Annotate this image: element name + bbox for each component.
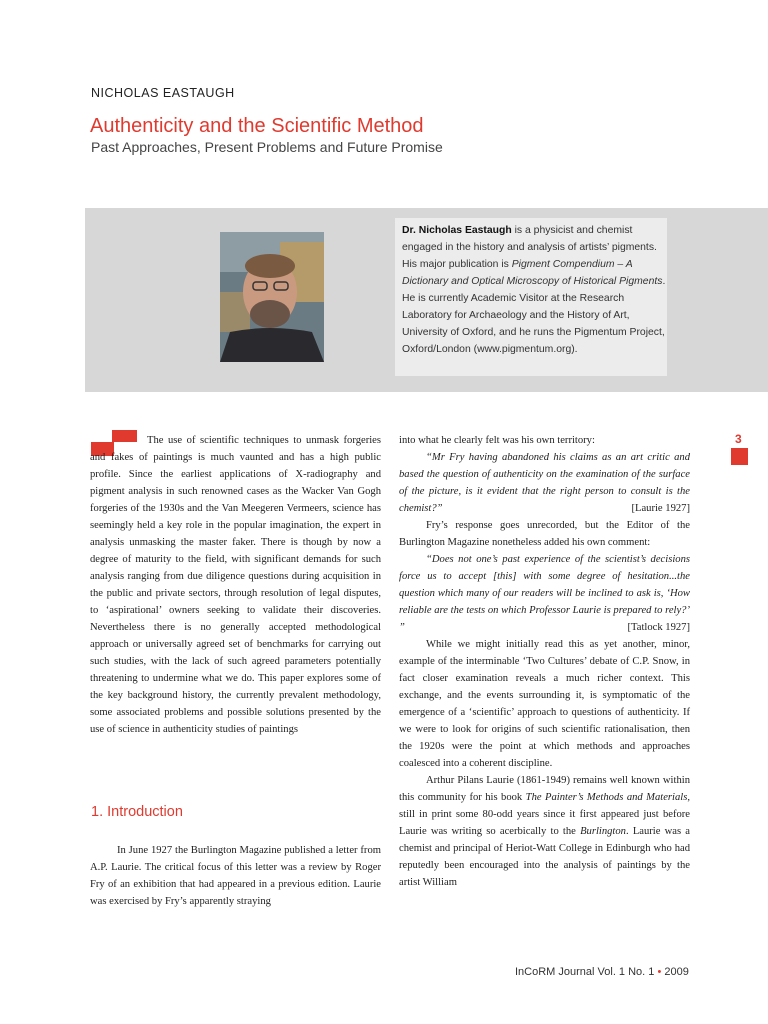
citation: [Laurie 1927] — [631, 503, 690, 514]
article-subtitle: Past Approaches, Present Problems and Future Promise — [91, 139, 443, 155]
author-name: NICHOLAS EASTAUGH — [91, 86, 235, 100]
footer-year: 2009 — [664, 966, 689, 978]
author-photo — [220, 232, 324, 362]
paragraph — [399, 772, 690, 891]
section-heading: 1. Introduction — [91, 804, 183, 820]
article-title — [90, 115, 424, 138]
bio-name: Dr. Nicholas Eastaugh — [402, 225, 512, 236]
paragraph: Fry’s response goes unrecorded, but the Editor of the Burlington Magazine nonetheless added his own comment: — [399, 520, 690, 548]
title-part: M — [356, 115, 374, 137]
intro-paragraph: In June 1927 the Burlington Magazine published a letter from A.P. Laurie. The critical focus of this letter was a review by Roger Fry of an exhibition that had appeared in a previous edition. Laurie was exercised by Fry’s apparently straying — [90, 845, 381, 907]
title-part: ethod — [373, 115, 424, 137]
paragraph-text: , still in print some 80-odd years since it first appeared just before Laurie was writing so acerbically to the — [399, 792, 690, 837]
introduction-column — [90, 842, 381, 910]
title-part: S — [271, 115, 285, 137]
magazine-title: Burlington — [580, 826, 626, 837]
paragraph: While we might initially read this as yet another, minor, example of the interminable ‘Two Cultures’ debate of C.P. Snow, in fact closer examination reveals a much richer context. This exchange, and the events surrounding it, is symptomatic of the emergence of a ‘scientific’ approach to questions of authenticity. If we were to look for origins of such scientific rationalisation, then the 1920s were the point at which methods and approaches coalesced into a coherent discipline. — [399, 639, 690, 769]
author-portrait-image — [220, 232, 324, 362]
bio-text: is a physicist and chemist engaged in the history and analysis of artists’ pigments. His major publication is — [402, 225, 657, 270]
quote-block — [399, 449, 690, 517]
footer-journal: InCoRM Journal Vol. 1 No. 1 — [515, 966, 655, 978]
citation: [Tatlock 1927] — [627, 622, 690, 633]
bio-publication: Pigment Compendium – A Dictionary and Optical Microscopy of Historical Pigments — [402, 259, 663, 287]
right-column — [399, 432, 690, 891]
quote-block — [399, 551, 690, 636]
quote-text: “Does not one’s past experience of the scientist’s decisions force us to accept [this] with some degree of hesitation...the question which many of our readers will be inclined to ask is, ‘How reliable are the tests on which Professor Laurie is prepared to rely?’ ” — [399, 554, 690, 633]
page-marker — [731, 448, 748, 465]
title-part: cientific — [284, 115, 357, 137]
book-title: The Painter’s Methods and Materials — [525, 792, 688, 803]
footer — [515, 966, 689, 978]
abstract-text: The use of scientific techniques to unmask forgeries and fakes of paintings is much vaunted and has a high public profile. Since the earliest applications of X-radiography and pigment analysis in such renowned cases as the Wacker Van Gogh forgeries of the 1930s and the Van Meegeren Vermeers, science has seemingly held a key role in the popular imagination, the expert in analysis unmasking the master faker. There is though by now a degree of maturity to the field, with significant demands for such analysis ranging from due diligence questions during acquisition in the public and private sectors, through resolution of legal disputes, to ‘aspirational’ owners seeking to validate their discoveries. Nevertheless there is no generally accepted methodological approach or universally agreed set of benchmarks for carrying out such studies, with the lack of such agreed parameters potentially threatening to undermine what we do. This paper explores some of the key background history, the currently prevalent methodology, some associated problems and possible solutions presented by the use of science in authenticity studies of paintings — [90, 435, 381, 735]
paragraph-text: . Laurie was a chemist and principal of Heriot-Watt College in Edinburgh who had reputedly been encouraged into the analysis of paintings by the artist William — [399, 826, 690, 888]
abstract-column — [90, 432, 381, 738]
quote-text: “Mr Fry having abandoned his claims as an art critic and based the question of authenticity on the examination of the surface of the picture, is it evident that the right person to consult is the chemist?” — [399, 452, 690, 514]
paragraph-text: Arthur Pilans Laurie (1861-1949) remains well known within this community for his book — [399, 775, 690, 803]
paragraph: into what he clearly felt was his own territory: — [399, 435, 595, 446]
footer-separator: • — [657, 966, 662, 978]
bio-text: . He is currently Academic Visitor at the Research Laboratory for Archaeology and the History of Art, University of Oxford, and he runs the Pigmentum Project, Oxford/London (www.pigmentum.org). — [402, 276, 666, 355]
title-part: Authenticity and the — [90, 115, 272, 137]
author-bio — [395, 218, 667, 376]
page-number: 3 — [735, 432, 742, 446]
